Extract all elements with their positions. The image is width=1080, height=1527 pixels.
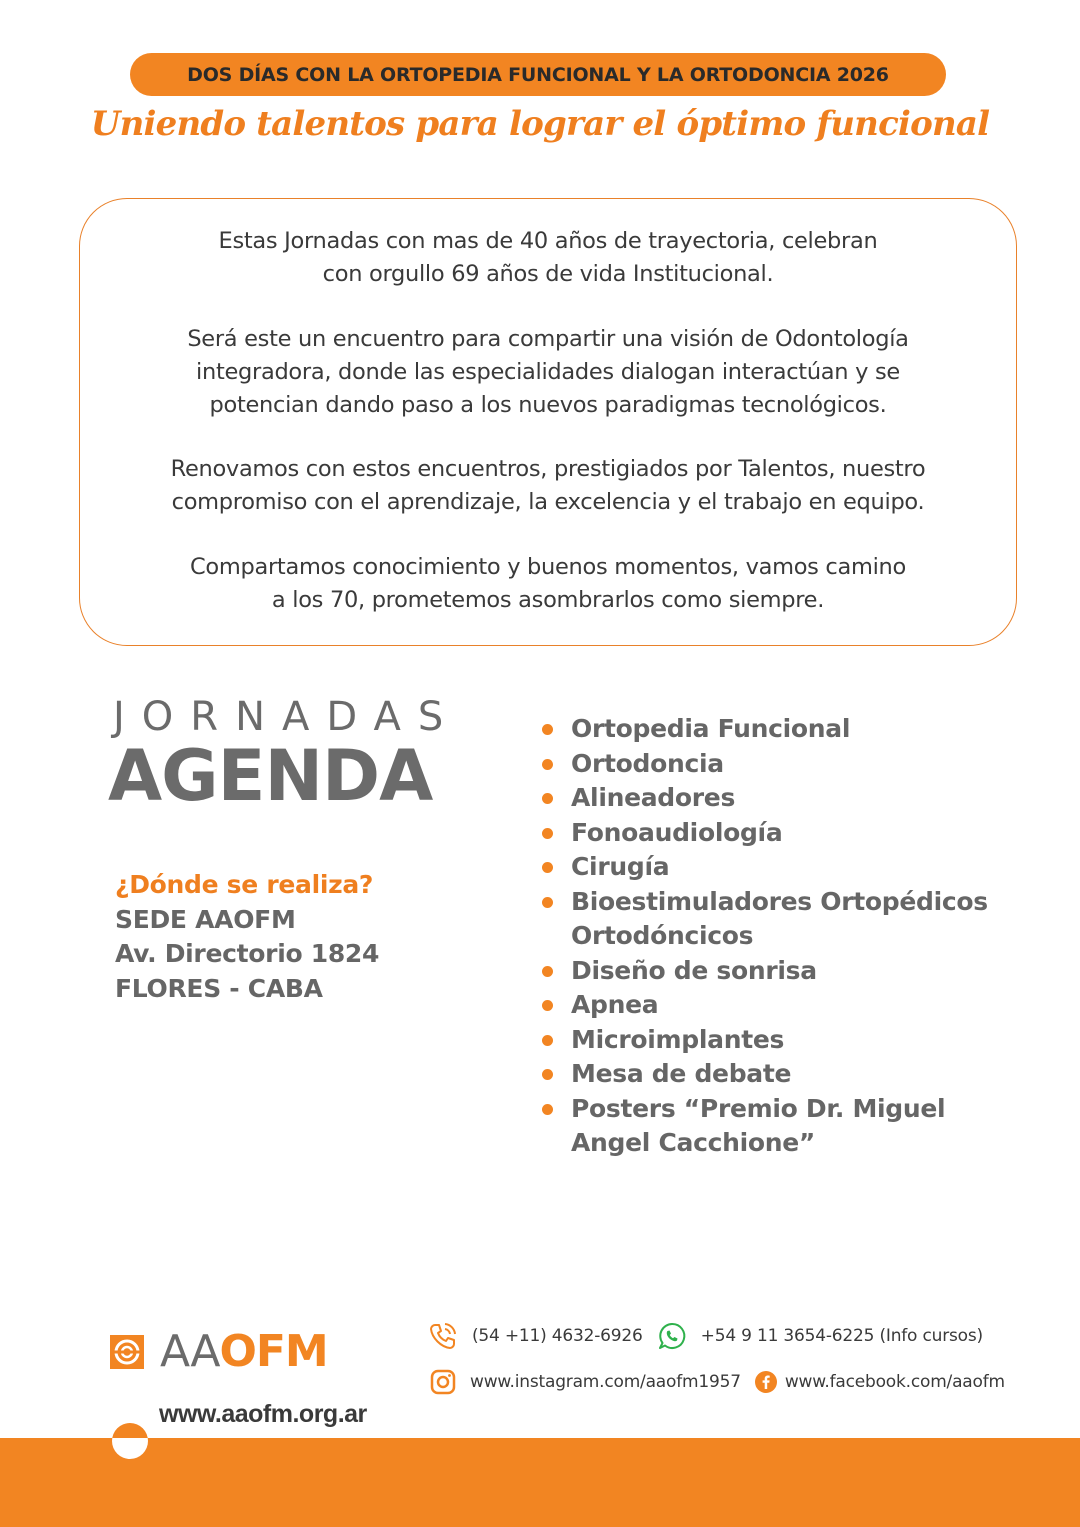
tagline: Uniendo talentos para lograr el óptimo funcional [90, 104, 990, 144]
topic-item [540, 1057, 988, 1092]
whatsapp-icon [657, 1321, 687, 1351]
agenda-title: AGENDA [108, 735, 433, 817]
contact-instagram[interactable] [428, 1367, 741, 1397]
topic-item [540, 781, 988, 816]
topic-label: Mesa de debate [571, 1059, 792, 1088]
topic-label: Ortodoncia [571, 748, 724, 778]
topic-item [540, 954, 988, 989]
bullet-icon [542, 759, 553, 770]
footer-band [0, 1438, 1080, 1527]
topic-label: Microimplantes [571, 1024, 785, 1054]
topic-label: Fonoaudiología [571, 817, 783, 847]
topic-label: Cirugía [571, 852, 670, 881]
bullet-icon [542, 1104, 553, 1115]
topic-item-continuation [540, 1126, 988, 1161]
bullet-icon [542, 828, 553, 839]
bullet-icon [542, 862, 553, 873]
event-title: DOS DÍAS CON LA ORTOPEDIA FUNCIONAL Y LA ORTODONCIA 2026 [187, 63, 889, 86]
venue-address: Av. Directorio 1824 [115, 939, 380, 968]
intro-line: con orgullo 69 años de vida Institucional. [322, 261, 774, 287]
contacts [428, 1320, 1019, 1412]
intro-line: Compartamos conocimiento y buenos momentos, vamos camino [190, 554, 906, 580]
intro-line: Estas Jornadas con mas de 40 años de trayectoria, celebran [218, 228, 878, 254]
contact-row [428, 1320, 1019, 1352]
topic-item [540, 816, 988, 851]
intro-paragraph [80, 225, 1016, 291]
instagram-icon [428, 1367, 458, 1397]
logo-mark-icon [110, 1335, 144, 1369]
phone-icon [428, 1321, 458, 1351]
intro-line: Renovamos con estos encuentros, prestigiados por Talentos, nuestro [170, 456, 926, 482]
intro-box [79, 198, 1017, 646]
intro-line: Será este un encuentro para compartir una visión de Odontología [187, 326, 909, 352]
logo-light-text: AA [160, 1326, 220, 1377]
topic-label: Ortodóncicos [571, 921, 754, 950]
event-title-banner [130, 53, 946, 96]
intro-line: a los 70, prometemos asombrarlos como siempre. [271, 587, 825, 613]
website-link[interactable]: www.aaofm.org.ar [159, 1400, 367, 1428]
agenda-kicker: JORNADAS [113, 694, 461, 740]
facebook-icon [755, 1367, 777, 1397]
intro-paragraph [80, 453, 1016, 519]
facebook-url: www.facebook.com/aaofm [784, 1372, 1005, 1392]
whatsapp-number: +54 9 11 3654-6225 (Info cursos) [700, 1326, 983, 1346]
bullet-icon [542, 966, 553, 977]
topic-label: Angel Cacchione” [571, 1128, 816, 1157]
topic-item [540, 850, 988, 885]
topic-label: Apnea [571, 990, 659, 1019]
bullet-icon [542, 793, 553, 804]
intro-line: integradora, donde las especialidades dialogan interactúan y se [196, 359, 900, 385]
contact-facebook[interactable] [755, 1367, 1005, 1397]
aaofm-logo [110, 1326, 328, 1377]
topic-label: Alineadores [571, 783, 736, 812]
topic-label: Ortopedia Funcional [571, 714, 851, 743]
topics-list [540, 712, 988, 1161]
venue-question: ¿Dónde se realiza? [115, 870, 374, 899]
bullet-icon [542, 1035, 553, 1046]
logo-wordmark [160, 1326, 328, 1377]
venue-info [115, 868, 379, 1006]
topic-item-continuation [540, 919, 988, 954]
logo-bold-text: OFM [219, 1326, 328, 1377]
contact-phone[interactable] [428, 1321, 643, 1351]
venue-name: SEDE AAOFM [115, 904, 296, 934]
topic-item [540, 1092, 988, 1127]
topic-item [540, 1023, 988, 1058]
topic-item [540, 747, 988, 782]
contact-whatsapp[interactable] [657, 1321, 983, 1351]
intro-line: compromiso con el aprendizaje, la excelencia y el trabajo en equipo. [171, 489, 925, 515]
instagram-url: www.instagram.com/aaofm1957 [470, 1372, 741, 1392]
intro-line: potencian dando paso a los nuevos paradigmas tecnológicos. [209, 392, 887, 418]
topic-label: Posters “Premio Dr. Miguel [571, 1093, 946, 1123]
venue-city: FLORES - CABA [115, 973, 323, 1003]
bullet-icon [542, 724, 553, 735]
topic-item [540, 885, 988, 920]
topic-item [540, 712, 988, 747]
topic-label: Diseño de sonrisa [571, 955, 817, 985]
topic-item [540, 988, 988, 1023]
bullet-icon [542, 897, 553, 908]
intro-paragraph [80, 551, 1016, 617]
phone-number: (54 +11) 4632-6926 [472, 1326, 643, 1346]
bullet-icon [542, 1069, 553, 1080]
contact-row [428, 1366, 1019, 1398]
topic-label: Bioestimuladores Ortopédicos [571, 886, 988, 916]
decorative-half-circle [112, 1423, 148, 1459]
bullet-icon [542, 1000, 553, 1011]
intro-paragraph [80, 323, 1016, 422]
